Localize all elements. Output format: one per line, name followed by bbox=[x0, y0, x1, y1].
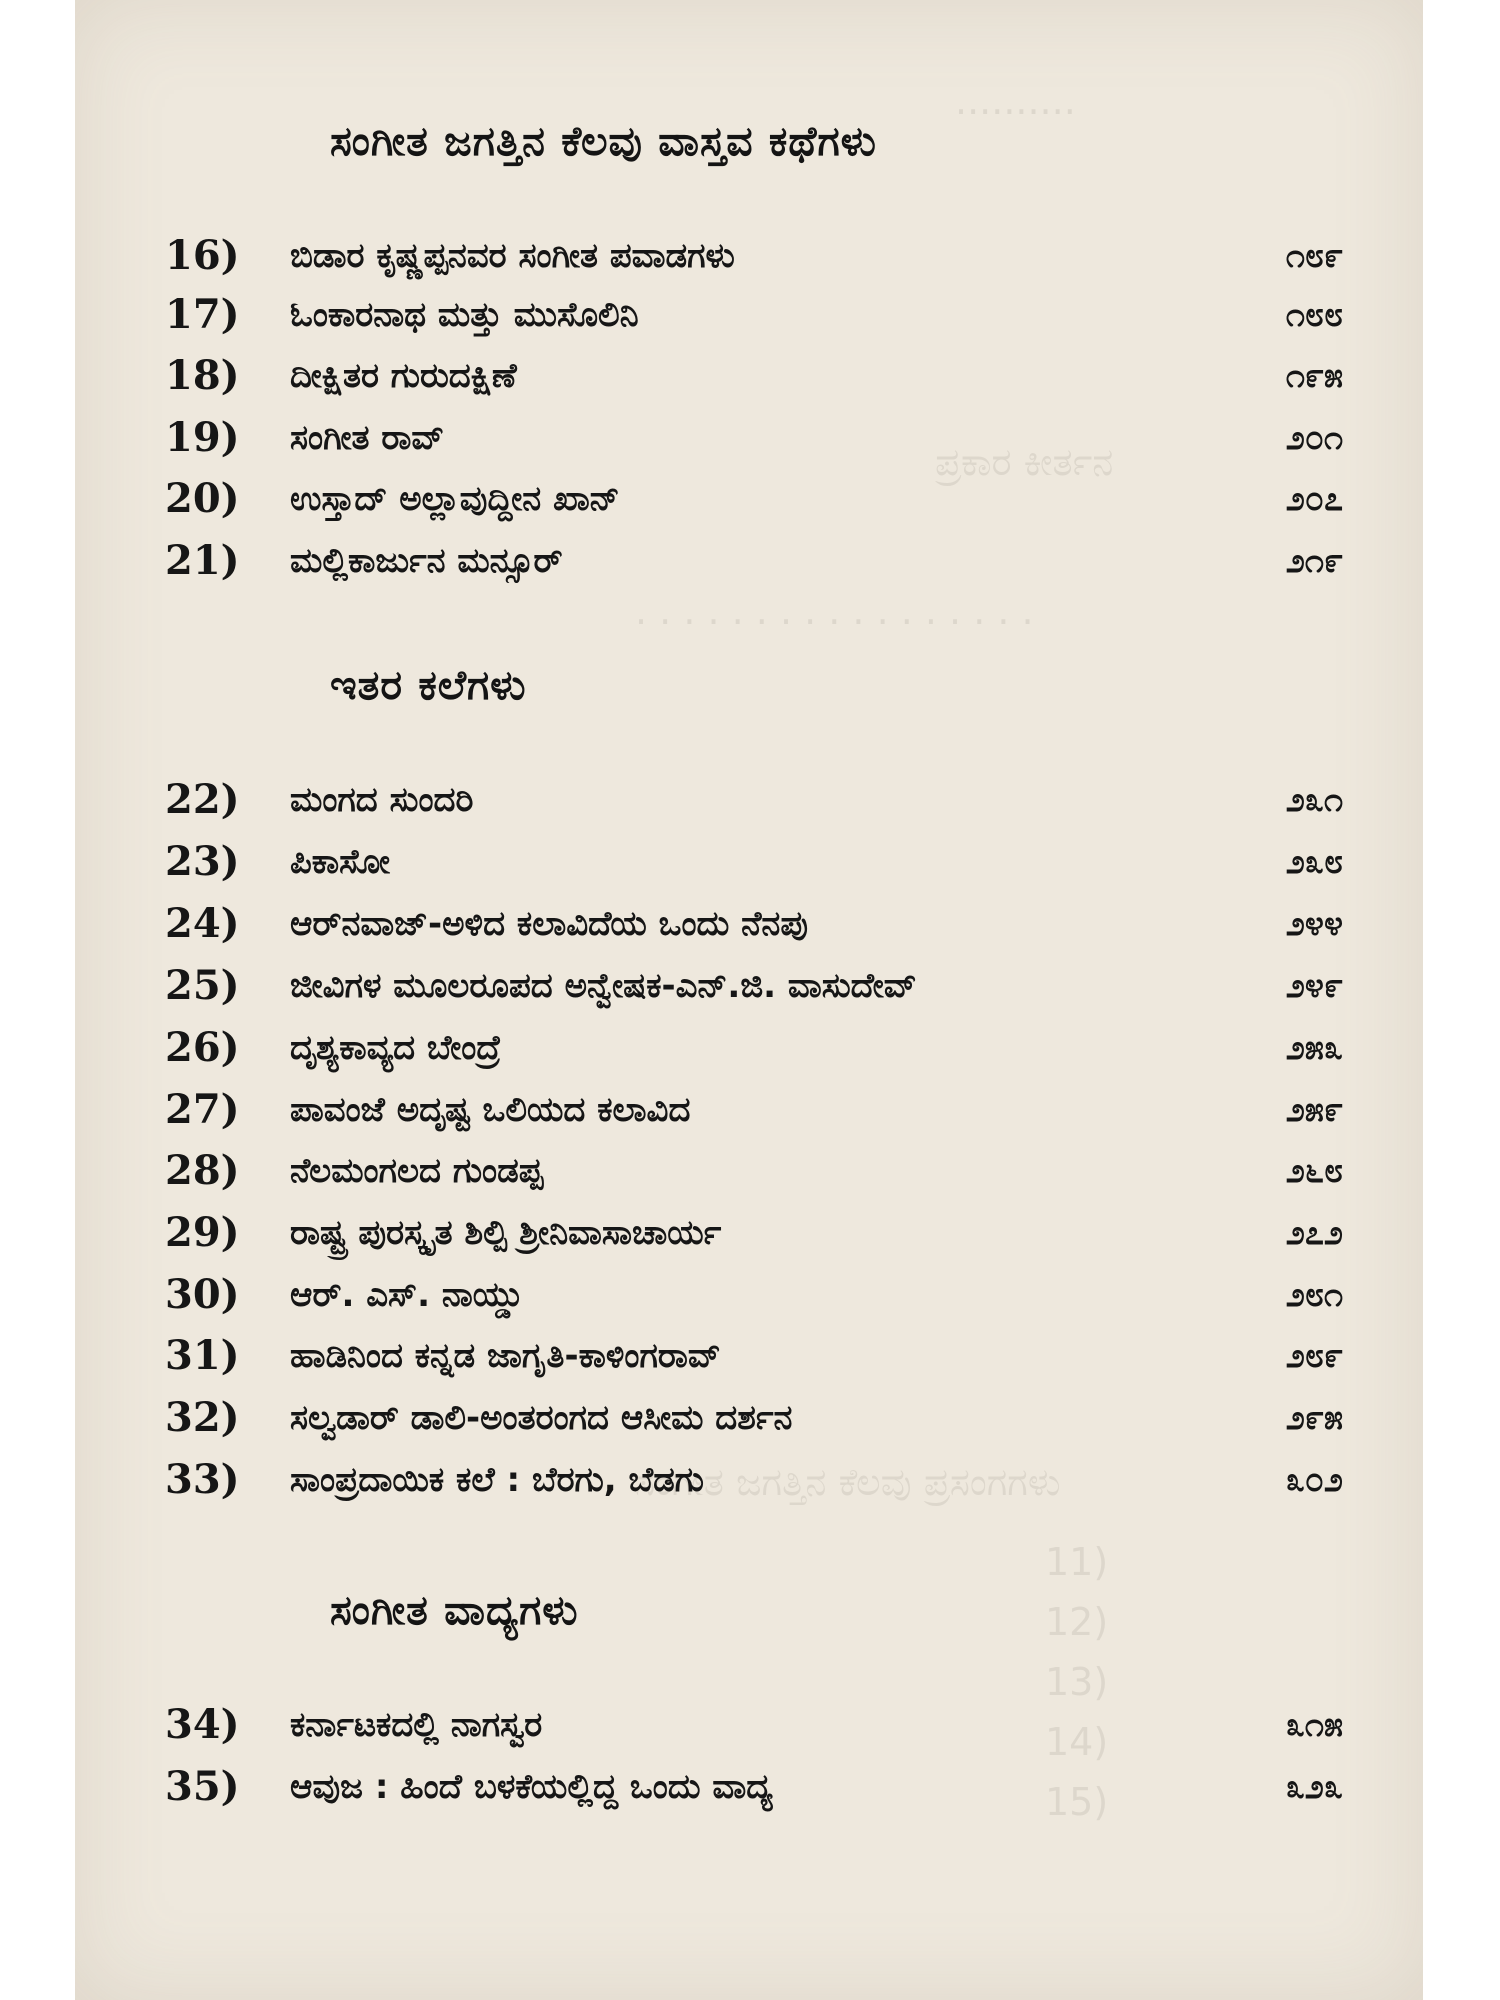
toc-entry[interactable] bbox=[75, 1018, 1423, 1078]
toc-entry[interactable] bbox=[75, 1450, 1423, 1510]
toc-entry[interactable] bbox=[75, 346, 1423, 406]
entry-page: ೨೪೪ bbox=[1285, 904, 1343, 944]
entry-number: 29) bbox=[165, 1209, 240, 1256]
toc-entry[interactable] bbox=[75, 1265, 1423, 1325]
toc-entry[interactable] bbox=[75, 408, 1423, 468]
entry-number: 17) bbox=[165, 291, 240, 338]
entry-title: ಓಂಕಾರನಾಥ ಮತ್ತು ಮುಸೊಲಿನಿ bbox=[290, 295, 639, 335]
entry-title: ಆರ್‌ನವಾಜ್-ಅಳಿದ ಕಲಾವಿದೆಯ ಒಂದು ನೆನಪು bbox=[290, 904, 809, 944]
toc-entry[interactable] bbox=[75, 226, 1423, 286]
entry-page: ೨೦೧ bbox=[1285, 418, 1343, 458]
entry-page: ೨೧೯ bbox=[1285, 541, 1343, 581]
entry-number: 27) bbox=[165, 1086, 240, 1133]
section-heading: ಸಂಗೀತ ಜಗತ್ತಿನ ಕೆಲವು ವಾಸ್ತವ ಕಥೆಗಳು bbox=[330, 117, 877, 165]
toc-entry[interactable] bbox=[75, 1203, 1423, 1263]
entry-title: ದೀಕ್ಷಿತರ ಗುರುದಕ್ಷಿಣೆ bbox=[290, 356, 517, 396]
entry-number: 32) bbox=[165, 1394, 240, 1441]
toc-entry[interactable] bbox=[75, 1388, 1423, 1448]
entry-title: ಸಂಗೀತ ರಾವ್ bbox=[290, 418, 445, 458]
section-heading: ಸಂಗೀತ ವಾದ್ಯಗಳು bbox=[330, 1586, 579, 1634]
entry-title: ಆರ್. ಎಸ್. ನಾಯ್ಡು bbox=[290, 1275, 524, 1315]
toc-entry[interactable] bbox=[75, 1080, 1423, 1140]
entry-title: ಆವುಜ : ಹಿಂದೆ ಬಳಕೆಯಲ್ಲಿದ್ದ ಒಂದು ವಾದ್ಯ bbox=[290, 1767, 773, 1807]
toc-entry[interactable] bbox=[75, 285, 1423, 345]
toc-entry[interactable] bbox=[75, 956, 1423, 1016]
toc-entry[interactable] bbox=[75, 531, 1423, 591]
entry-number: 18) bbox=[165, 352, 240, 399]
entry-number: 30) bbox=[165, 1271, 240, 1318]
entry-number: 33) bbox=[165, 1456, 240, 1503]
entry-number: 35) bbox=[165, 1763, 240, 1810]
entry-title: ಸಲ್ವಡಾರ್ ಡಾಲಿ-ಅಂತರಂಗದ ಆಸೀಮ ದರ್ಶನ bbox=[290, 1398, 793, 1438]
entry-page: ೩೧೫ bbox=[1285, 1705, 1343, 1745]
entry-number: 34) bbox=[165, 1701, 240, 1748]
entry-page: ೨೬೮ bbox=[1285, 1151, 1343, 1191]
entry-title: ಕರ್ನಾಟಕದಲ್ಲಿ ನಾಗಸ್ವರ bbox=[290, 1705, 543, 1745]
toc-entry[interactable] bbox=[75, 1695, 1423, 1755]
entry-number: 28) bbox=[165, 1147, 240, 1194]
entry-title: ಉಸ್ತಾದ್ ಅಲ್ಲಾವುದ್ದೀನ ಖಾನ್ bbox=[290, 479, 620, 519]
entry-title: ಬಿಡಾರ ಕೃಷ್ಣಪ್ಪನವರ ಸಂಗೀತ ಪವಾಡಗಳು bbox=[290, 236, 735, 276]
entry-title: ಮಂಗದ ಸುಂದರಿ bbox=[290, 780, 474, 820]
entry-number: 26) bbox=[165, 1024, 240, 1071]
entry-number: 20) bbox=[165, 475, 240, 522]
entry-title: ರಾಷ್ಟ್ರ ಪುರಸ್ಕೃತ ಶಿಲ್ಪಿ ಶ್ರೀನಿವಾಸಾಚಾರ್ಯ bbox=[290, 1213, 722, 1253]
entry-page: ೧೯೫ bbox=[1285, 356, 1343, 396]
section-heading: ಇತರ ಕಲೆಗಳು bbox=[330, 661, 527, 709]
entry-page: ೨೦೭ bbox=[1285, 479, 1343, 519]
entry-title: ಪಾವಂಜೆ ಅದೃಷ್ಟ ಒಲಿಯದ ಕಲಾವಿದ bbox=[290, 1090, 691, 1130]
entry-page: ೨೯೫ bbox=[1285, 1398, 1343, 1438]
entry-page: ೨೩೧ bbox=[1285, 780, 1343, 820]
book-page: ·········· ಪ್ರಕಾರ ಕೀರ್ತನ · · · · · · · · · · · · · · · · · ಸಂಗೀತ ಜಗತ್ತಿನ ಕೆಲವು ಪ್ರಸಂಗಗಳು 11) 12) 13) 14) 15) ಸಂಗೀತ ಜಗತ್ತಿನ ಕೆಲವು ವಾಸ್ತವ ಕಥೆಗಳು 16) ಬಿಡಾರ ಕೃಷ್ಣಪ್ಪನವರ ಸಂಗೀತ ಪವಾಡಗಳು ೧೮೯ 17) ಓಂಕಾರನಾಥ ಮತ್ತು ಮುಸೊಲಿನಿ ೧೮೮ 18) ದೀಕ್ಷಿತರ ಗುರುದಕ್ಷಿಣೆ ೧೯೫ 19) ಸಂಗೀತ ರಾವ್ ೨೦೧ 20) ಉಸ್ತಾದ್ ಅಲ್ಲಾವುದ್ದೀನ ಖಾನ್ ೨೦೭ 21) ಮಲ್ಲಿಕಾರ್ಜುನ ಮನ್ಸೂರ್ ೨೧೯ ಇತರ ಕಲೆಗಳು 22) ಮಂಗದ ಸುಂದರಿ ೨೩೧ 23) ಪಿಕಾಸೋ ೨೩೮ 24) ಆರ್‌ನವಾಜ್-ಅಳಿದ ಕಲಾವಿದೆಯ ಒಂದು ನೆನಪು ೨೪೪ 25) ಜೀವಿಗಳ ಮೂಲರೂಪದ ಅನ್ವೇಷಕ-ಎನ್.ಜಿ. ವಾಸುದೇವ್ ೨೪೯ 26) ದೃಶ್ಯಕಾವ್ಯದ ಬೇಂದ್ರೆ ೨೫೩ 27) ಪಾವಂಜೆ ಅದೃಷ್ಟ ಒಲಿಯದ ಕಲಾವಿದ ೨೫೯ 28) ನೆಲಮಂಗಲದ ಗುಂಡಪ್ಪ ೨೬೮ 29) ರಾಷ್ಟ್ರ ಪುರಸ್ಕೃತ ಶಿಲ್ಪಿ ಶ್ರೀನಿವಾಸಾಚಾರ್ಯ ೨೭೨ 30) ಆರ್. ಎಸ್. ನಾಯ್ಡು ೨೮೧ 31) ಹಾಡಿನಿಂದ ಕನ್ನಡ ಜಾಗೃತಿ-ಕಾಳಿಂಗರಾವ್ ೨೮೯ 32) ಸಲ್ವಡಾರ್ ಡಾಲಿ-ಅಂತರಂಗದ ಆಸೀಮ ದರ್ಶನ ೨೯೫ 33) ಸಾಂಪ್ರದಾಯಿಕ ಕಲೆ : ಬೆರಗು, ಬೆಡಗು ೩೦೨ ಸಂಗೀತ ವಾದ್ಯಗಳು 34) ಕರ್ನಾಟಕದಲ್ಲಿ ನಾಗಸ್ವರ ೩೧೫ 35) ಆವುಜ : ಹಿಂದೆ ಬಳಕೆಯಲ್ಲಿದ್ದ ಒಂದು ವಾದ್ಯ ೩೨೩ bbox=[75, 0, 1423, 2000]
entry-page: ೨೩೮ bbox=[1285, 842, 1343, 882]
entry-title: ಹಾಡಿನಿಂದ ಕನ್ನಡ ಜಾಗೃತಿ-ಕಾಳಿಂಗರಾವ್ bbox=[290, 1336, 721, 1376]
entry-title: ಪಿಕಾಸೋ bbox=[290, 842, 390, 882]
toc-entry[interactable] bbox=[75, 1326, 1423, 1386]
entry-page: ೧೮೯ bbox=[1285, 236, 1343, 276]
entry-title: ಮಲ್ಲಿಕಾರ್ಜುನ ಮನ್ಸೂರ್ bbox=[290, 541, 563, 581]
entry-page: ೨೭೨ bbox=[1285, 1213, 1343, 1253]
entry-number: 19) bbox=[165, 414, 240, 461]
toc-entry[interactable] bbox=[75, 1141, 1423, 1201]
entry-number: 24) bbox=[165, 900, 240, 947]
entry-page: ೩೨೩ bbox=[1285, 1767, 1343, 1807]
entry-number: 23) bbox=[165, 838, 240, 885]
entry-title: ನೆಲಮಂಗಲದ ಗುಂಡಪ್ಪ bbox=[290, 1151, 544, 1191]
entry-number: 31) bbox=[165, 1332, 240, 1379]
entry-title: ಸಾಂಪ್ರದಾಯಿಕ ಕಲೆ : ಬೆರಗು, ಬೆಡಗು bbox=[290, 1460, 704, 1500]
entry-number: 21) bbox=[165, 537, 240, 584]
entry-number: 25) bbox=[165, 962, 240, 1009]
toc-entry[interactable] bbox=[75, 1757, 1423, 1817]
entry-page: ೨೪೯ bbox=[1285, 966, 1343, 1006]
entry-title: ದೃಶ್ಯಕಾವ್ಯದ ಬೇಂದ್ರೆ bbox=[290, 1028, 502, 1068]
entry-number: 22) bbox=[165, 776, 240, 823]
entry-page: ೨೫೩ bbox=[1285, 1028, 1343, 1068]
toc-entry[interactable] bbox=[75, 770, 1423, 830]
entry-page: ೨೮೧ bbox=[1285, 1275, 1343, 1315]
entry-number: 16) bbox=[165, 232, 240, 279]
toc-entry[interactable] bbox=[75, 832, 1423, 892]
toc-entry[interactable] bbox=[75, 894, 1423, 954]
entry-page: ೨೮೯ bbox=[1285, 1336, 1343, 1376]
toc-entry[interactable] bbox=[75, 469, 1423, 529]
entry-title: ಜೀವಿಗಳ ಮೂಲರೂಪದ ಅನ್ವೇಷಕ-ಎನ್.ಜಿ. ವಾಸುದೇವ್ bbox=[290, 966, 917, 1006]
entry-page: ೨೫೯ bbox=[1285, 1090, 1343, 1130]
entry-page: ೧೮೮ bbox=[1285, 295, 1343, 335]
entry-page: ೩೦೨ bbox=[1285, 1460, 1343, 1500]
